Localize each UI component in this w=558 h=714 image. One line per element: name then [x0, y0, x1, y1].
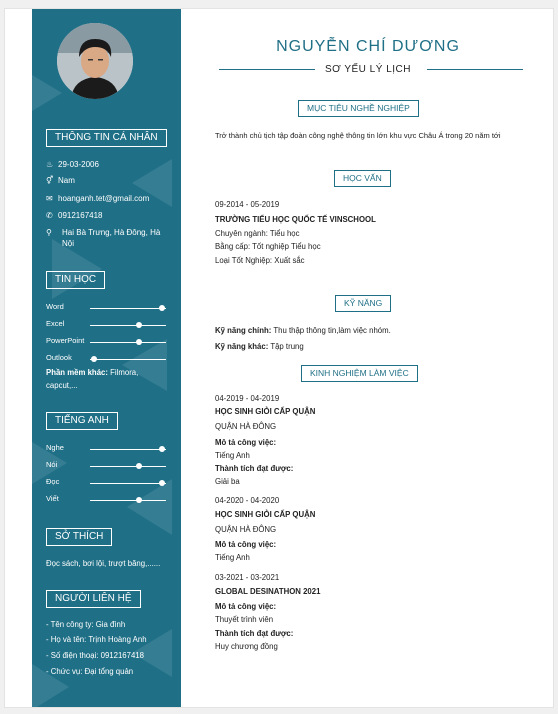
education-line: Chuyên ngành: Tiểu học: [215, 229, 300, 238]
main-content: [181, 9, 554, 708]
experience-ach: Huy chương đồng: [215, 642, 278, 651]
gender-value: Nam: [58, 176, 75, 185]
skill-track: [90, 500, 166, 501]
experience-desc-label: Mô tả công việc:: [215, 438, 277, 447]
experience-title: HỌC SINH GIỎI CẤP QUẬN: [215, 407, 316, 416]
objective-text: Trở thành chủ tịch tập đoàn công nghệ thông tin lớn khu vực Châu Á trong 20 năm tới: [215, 131, 501, 140]
skill-label: Word: [46, 302, 64, 311]
experience-ach-label: Thành tích đạt được:: [215, 629, 294, 638]
phone-value: 0912167418: [58, 211, 103, 220]
email-row: [46, 193, 149, 204]
skill-level-dot: [136, 463, 142, 469]
education-period: 09-2014 - 05-2019: [215, 200, 280, 209]
other-software-label: Phần mềm khác:: [46, 368, 108, 377]
resume-page: [4, 8, 554, 708]
skill-bar: [46, 353, 166, 365]
skill-level-dot: [136, 497, 142, 503]
experience-title: GLOBAL DESINATHON 2021: [215, 587, 321, 596]
experience-title: HỌC SINH GIỎI CẤP QUẬN: [215, 510, 316, 519]
skill-bar: [46, 302, 166, 314]
skill-bar: [46, 460, 166, 472]
skill-level-dot: [91, 356, 97, 362]
skill-track: [90, 308, 166, 309]
birthdate-row: [46, 159, 99, 170]
experience-desc: Thuyết trình viên: [215, 615, 274, 624]
experience-period: 03-2021 - 03-2021: [215, 573, 280, 582]
skill-track: [90, 483, 166, 484]
phone-row: [46, 210, 103, 221]
it-heading: TIN HỌC: [46, 271, 105, 289]
personal-info-heading: THÔNG TIN CÁ NHÂN: [46, 129, 167, 147]
experience-ach-label: Thành tích đạt được:: [215, 464, 294, 473]
avatar-photo: [57, 23, 133, 99]
skill-level-dot: [136, 339, 142, 345]
education-heading: HỌC VẤN: [334, 170, 391, 187]
address-row: [46, 227, 171, 249]
skill-label: Outlook: [46, 353, 72, 362]
other-skill-value: Tập trung: [270, 342, 304, 351]
education-line: Bằng cấp: Tốt nghiệp Tiểu học: [215, 242, 321, 251]
sidebar: [32, 9, 181, 708]
contact-line: - Tên công ty: Gia đình: [46, 620, 126, 629]
skill-bar: [46, 443, 166, 455]
experience-period: 04-2020 - 04-2020: [215, 496, 280, 505]
skill-track: [90, 325, 166, 326]
skill-bar: [46, 494, 166, 506]
experience-desc-label: Mô tả công việc:: [215, 602, 277, 611]
skill-bar: [46, 477, 166, 489]
contact-line: - Số điện thoại: 0912167418: [46, 651, 144, 660]
gender-row: [46, 175, 75, 186]
skill-bar: [46, 336, 166, 348]
birthdate-value: 29-03-2006: [58, 160, 99, 169]
experience-desc: Tiếng Anh: [215, 553, 250, 562]
education-school: TRƯỜNG TIỂU HỌC QUỐC TẾ VINSCHOOL: [215, 215, 376, 224]
skill-level-dot: [136, 322, 142, 328]
gender-icon: ⚥: [46, 176, 54, 185]
skills-heading: KỸ NĂNG: [335, 295, 391, 312]
experience-ach: Giải ba: [215, 477, 240, 486]
experience-org: QUẬN HÀ ĐÔNG: [215, 422, 277, 431]
skill-label: Excel: [46, 319, 65, 328]
subtitle-line-right: [427, 69, 523, 70]
avatar: [57, 23, 133, 99]
skill-track: [90, 466, 166, 467]
skill-level-dot: [159, 480, 165, 486]
skill-bar: [46, 319, 166, 331]
address-value: Hai Bà Trưng, Hà Đông, Hà Nội: [62, 228, 161, 248]
skill-track: [90, 449, 166, 450]
resume-subtitle: SƠ YẾU LÝ LỊCH: [325, 64, 411, 75]
education-line: Loại Tốt Nghiệp: Xuất sắc: [215, 256, 305, 265]
experience-desc: Tiếng Anh: [215, 451, 250, 460]
contact-line: - Họ và tên: Trịnh Hoàng Anh: [46, 635, 147, 644]
experience-period: 04-2019 - 04-2019: [215, 394, 280, 403]
skill-track: [90, 359, 166, 360]
contact-line: - Chức vụ: Đại tổng quản: [46, 667, 134, 676]
main-skill-value: Thu thập thông tin,làm việc nhóm.: [273, 326, 391, 335]
decor-triangle: [32, 69, 62, 117]
other-software-value: Filmora, capcut,...: [46, 368, 139, 390]
contact-heading: NGƯỜI LIÊN HỆ: [46, 590, 141, 608]
skill-level-dot: [159, 446, 165, 452]
cake-icon: ♨: [46, 160, 54, 169]
skill-label: Viết: [46, 494, 59, 503]
phone-icon: ✆: [46, 211, 53, 220]
other-skill-label: Kỹ năng khác:: [215, 342, 269, 351]
objective-heading: MỤC TIÊU NGHỀ NGHIỆP: [298, 100, 419, 117]
skill-label: Đọc: [46, 477, 60, 486]
email-icon: ✉: [46, 194, 53, 203]
hobbies-text: Đọc sách, bơi lội, trượt băng,......: [46, 559, 161, 568]
skill-level-dot: [159, 305, 165, 311]
skill-track: [90, 342, 166, 343]
skill-label: Nghe: [46, 443, 64, 452]
skill-label: Nói: [46, 460, 58, 469]
experience-org: QUẬN HÀ ĐÔNG: [215, 525, 277, 534]
hobbies-heading: SỞ THÍCH: [46, 528, 112, 546]
candidate-name: NGUYỄN CHÍ DƯƠNG: [276, 38, 460, 55]
main-skill-row: [215, 325, 391, 336]
other-skill-row: [215, 341, 304, 352]
experience-heading: KINH NGHIỆM LÀM VIỆC: [301, 365, 418, 382]
other-software: [46, 366, 171, 392]
english-heading: TIẾNG ANH: [46, 412, 118, 430]
location-icon: ⚲: [46, 228, 52, 237]
main-skill-label: Kỹ năng chính:: [215, 326, 272, 335]
skill-label: PowerPoint: [46, 336, 85, 345]
experience-desc-label: Mô tả công việc:: [215, 540, 277, 549]
email-value: hoanganh.tet@gmail.com: [58, 194, 150, 203]
